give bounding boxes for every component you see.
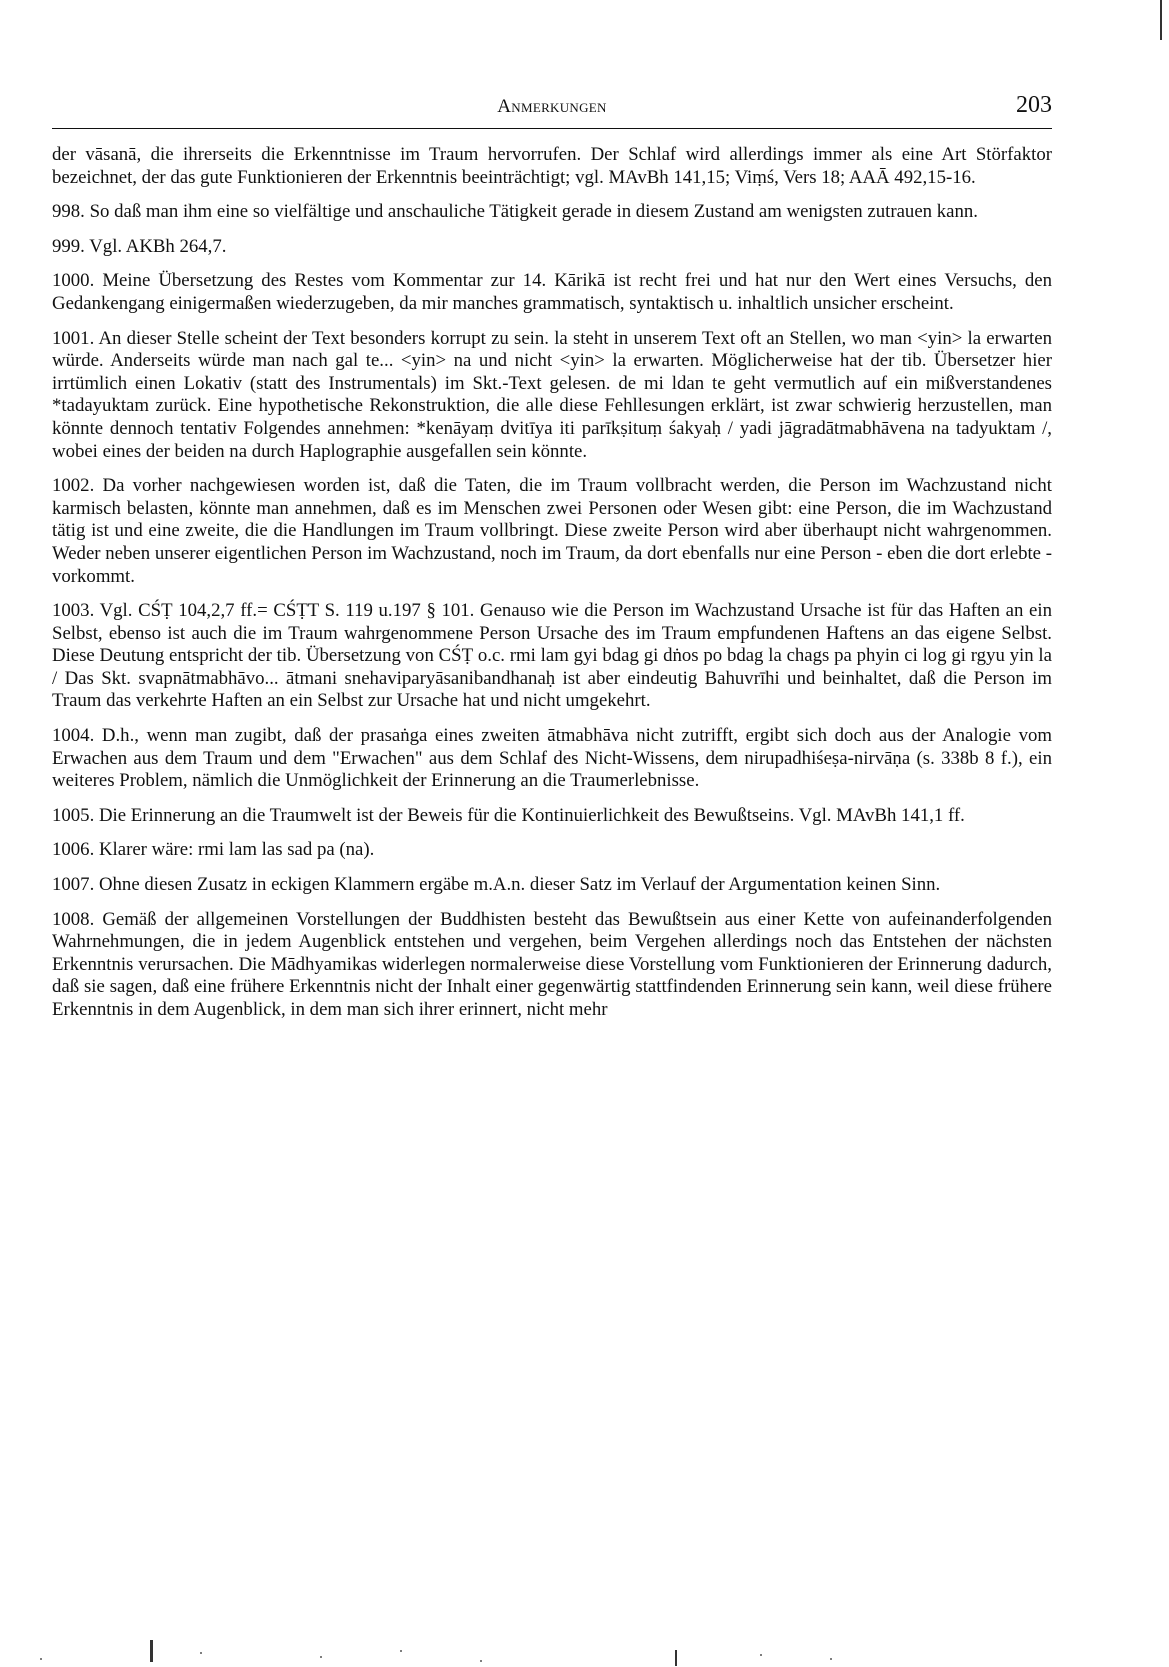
scan-artifact (480, 1660, 482, 1662)
scan-artifact (760, 1654, 762, 1656)
note-1008 (52, 909, 1052, 1022)
scan-artifact (200, 1652, 202, 1654)
note-999 (52, 236, 1052, 259)
note-text: D.h., wenn man zugibt, daß der prasaṅga eines zweiten ātmabhāva nicht zutrifft, ergibt sich doch aus der Analogie vom Erwachen aus dem Traum und dem "Erwachen" aus dem Schlaf des Nicht-Wissens, dem nirupadhiśeṣa-nirvāṇa (s. 338b 8 f.), ein weiteres Problem, nämlich die Unmöglichkeit der Erinnerung an die Traumerlebnisse. (52, 725, 1052, 792)
note-1005 (52, 805, 1052, 828)
note-1002 (52, 475, 1052, 588)
scan-artifact (675, 1650, 677, 1666)
note-number: 1005. (52, 804, 95, 826)
note-text: Die Erinnerung an die Traumwelt ist der Beweis für die Kontinuierlichkeit des Bewußtseins. Vgl. MAvBh 141,1 ff. (98, 804, 965, 826)
notes-body (52, 144, 1052, 1034)
note-1001 (52, 328, 1052, 464)
note-text: Da vorher nachgewiesen worden ist, daß die Taten, die im Traum vollbracht werden, die Person im Wachzustand nicht karmisch belasten, könnte man annehmen, daß es im Menschen zwei Personen oder Wesen gibt: eine Person, die im Wachzustand tätig ist und eine zweite, die die Handlungen im Traum vollbringt. Diese zweite Person wird aber überhaupt nicht wahrgenommen. Weder neben unserer eigentlichen Person im Wachzustand, noch im Traum, da dort ebenfalls nur eine Person - eben die dort erlebte - vorkommt. (52, 475, 1052, 587)
page-header (52, 92, 1052, 128)
scan-artifact (320, 1656, 322, 1658)
note-number: 998. (52, 201, 85, 223)
note-number: 1001. (52, 327, 95, 349)
note-continuation (52, 144, 1052, 189)
page-number: 203 (1016, 92, 1052, 118)
note-number: 1007. (52, 874, 95, 896)
note-number: 999. (52, 235, 85, 257)
running-head: Anmerkungen (497, 96, 607, 117)
note-number: 1002. (52, 475, 95, 497)
note-text: Vgl. AKBh 264,7. (89, 235, 227, 257)
note-1004 (52, 725, 1052, 793)
note-number: 1000. (52, 270, 95, 292)
scan-artifact (830, 1658, 832, 1660)
note-998 (52, 201, 1052, 224)
note-1007 (52, 874, 1052, 897)
note-number: 1004. (52, 725, 95, 747)
scan-artifact (150, 1640, 153, 1662)
note-text: Gemäß der allgemeinen Vorstellungen der Buddhisten besteht das Bewußtsein aus einer Kette von aufeinanderfolgenden Wahrnehmungen, die in jedem Augenblick entstehen und vergehen, beim Vergehen allerdings noch das Entstehen der nächsten Erkenntnis verursachen. Die Mādhyamikas widerlegen normalerweise diese Vorstellung vom Funktionieren der Erinnerung dadurch, daß sie sagen, daß eine frühere Erkenntnis nicht der Inhalt einer gegenwärtig stattfindenden Erinnerung sein kann, weil diese frühere Erkenntnis in dem Augenblick, in dem man sich ihrer erinnert, nicht mehr (52, 908, 1052, 1020)
note-text: Klarer wäre: rmi lam las sad pa (na). (98, 839, 375, 861)
note-1003 (52, 600, 1052, 713)
note-text: Meine Übersetzung des Restes vom Kommentar zur 14. Kārikā ist recht frei und hat nur den Wert eines Versuchs, den Gedankengang einigermaßen wiederzugeben, da mir manches grammatisch, syntaktisch u. inhaltlich unsicher erscheint. (52, 270, 1052, 314)
scan-artifact (40, 1658, 42, 1660)
note-text: Vgl. CŚṬ 104,2,7 ff.= CŚṬT S. 119 u.197 § 101. Genauso wie die Person im Wachzustand Ursache ist für das Haften an ein Selbst, ebenso ist auch die im Traum wahrgenommene Person Ursache des im Traum empfundenen Haftens an das eigene Selbst. Diese Deutung entspricht der tib. Übersetzung von CŚṬ o.c. rmi lam gyi bdag gi dṅos po bdag la chags pa phyin ci log gi rgyu yin la / Das Skt. svapnātmabhāvo... ātmani snehaviparyāsanibandhanaḥ ist aber eindeutig Bahuvrīhi und beinhaltet, daß die Person im Traum das verkehrte Haften an ein Selbst zur Ursache hat und nicht umgekehrt. (52, 600, 1052, 712)
note-number: 1003. (52, 600, 95, 622)
note-text: An dieser Stelle scheint der Text besonders korrupt zu sein. la steht in unserem Text oft an Stellen, wo man <yin> la erwarten würde. Anderseits würde man nach gal te... <yin> na und nicht <yin> la erwarten. Möglicherweise hat der tib. Übersetzer hier irrtümlich einen Lokativ (statt des Instrumentals) im Skt.-Text gelesen. de mi ldan te geht vermutlich auf ein mißverstandenes *tadayuktam zurück. Eine hypothetische Rekonstruktion, die alle diese Fehllesungen erklärt, ist zwar schwierig herzustellen, man könnte dennoch tentativ Folgendes annehmen: *kenāyaṃ dvitīya iti parīkṣituṃ śakyaḥ / yadi jāgradātmabhāvena na tadyuktam /, wobei eines der beiden na durch Haplographie ausgefallen sein könnte. (52, 327, 1052, 462)
scan-artifact (1160, 0, 1162, 40)
note-text: So daß man ihm eine so vielfältige und anschauliche Tätigkeit gerade in diesem Zustand am wenigsten zutrauen kann. (89, 201, 978, 223)
note-1000 (52, 270, 1052, 315)
header-rule (52, 128, 1052, 129)
scan-artifact (400, 1650, 402, 1652)
note-text: Ohne diesen Zusatz in eckigen Klammern ergäbe m.A.n. dieser Satz im Verlauf der Argumentation keinen Sinn. (98, 874, 941, 896)
note-text: der vāsanā, die ihrerseits die Erkenntnisse im Traum hervorrufen. Der Schlaf wird allerdings immer als eine Art Störfaktor bezeichnet, der das gute Funktionieren der Erkenntnis beeinträchtigt; vgl. MAvBh 141,15; Viṃś, Vers 18; AAĀ 492,15-16. (52, 144, 1052, 188)
note-number: 1006. (52, 839, 95, 861)
note-number: 1008. (52, 908, 95, 930)
note-1006 (52, 839, 1052, 862)
